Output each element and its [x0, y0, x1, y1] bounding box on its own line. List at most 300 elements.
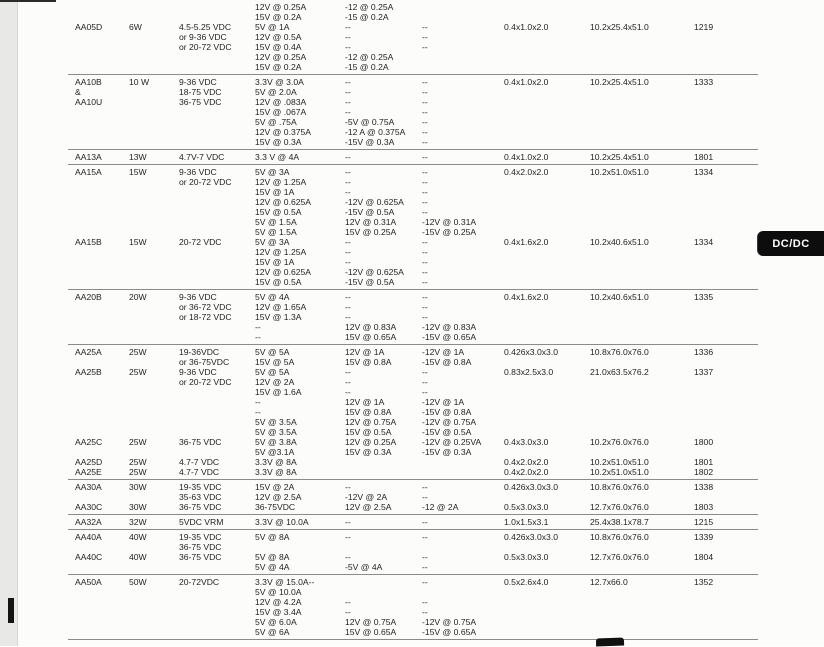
row-group-divider	[68, 479, 758, 480]
cell-watts	[129, 597, 179, 607]
table-row	[0, 367, 824, 377]
cell-output-1: 15V @ .067A	[255, 107, 307, 117]
cell-model	[75, 32, 129, 42]
table-row	[0, 247, 824, 257]
cell-input-voltage: 20-72VDC	[179, 577, 220, 587]
cell-output-1: 15V @ 5A	[255, 357, 295, 367]
cell-watts	[129, 407, 179, 417]
cell-output-1: 12V @ 0.625A	[255, 267, 312, 277]
cell-watts: 15W	[129, 167, 147, 177]
cell-input-voltage	[179, 217, 255, 227]
cell-size-mm: 10.2x76.0x76.0	[590, 437, 649, 447]
cell-part-number	[694, 417, 756, 427]
cell-output-1: --	[255, 407, 261, 417]
cell-model	[75, 322, 129, 332]
cell-output-3: -12V @ 0.25VA	[422, 437, 482, 447]
cell-input-voltage	[179, 187, 255, 197]
cell-output-3: --	[422, 577, 428, 587]
cell-output-2: --	[345, 167, 351, 177]
cell-watts	[129, 197, 179, 207]
cell-part-number	[694, 52, 756, 62]
cell-output-2: -15V @ 0.5A	[345, 207, 395, 217]
cell-model	[75, 377, 129, 387]
cell-size-mm	[590, 597, 694, 607]
cell-size-mm: 10.2x51.0x51.0	[590, 467, 649, 477]
cell-part-number	[694, 492, 756, 502]
cell-model: AA20B	[75, 292, 102, 302]
cell-output-1: 3.3 V @ 4A	[255, 152, 300, 162]
cell-output-1: 5V @ 10.0A	[255, 587, 302, 597]
cell-size-inches: 0.5x2.6x4.0	[504, 577, 549, 587]
cell-output-2: 12V @ 0.31A	[345, 217, 397, 227]
cell-output-1: 36-75VDC	[255, 502, 296, 512]
cell-size-inches	[504, 587, 590, 597]
cell-input-voltage: 9-36 VDC	[179, 167, 217, 177]
cell-output-2: --	[345, 517, 351, 527]
cell-part-number	[694, 247, 756, 257]
cell-part-number	[694, 277, 756, 287]
table-row	[0, 42, 824, 52]
cell-output-3: -12 @ 2A	[422, 502, 459, 512]
cell-output-1: 5V @ 6.0A	[255, 617, 297, 627]
cell-watts	[129, 397, 179, 407]
cell-output-3: --	[422, 32, 428, 42]
table-row	[0, 417, 824, 427]
table-row	[0, 457, 824, 467]
table-row	[0, 22, 824, 32]
cell-output-2: --	[345, 187, 351, 197]
cell-watts	[129, 492, 179, 502]
cell-output-1: 15V @ 0.2A	[255, 62, 302, 72]
cell-output-1: 15V @ 1A	[255, 257, 295, 267]
cell-input-voltage: 4.7V-7 VDC	[179, 152, 225, 162]
cell-output-1: --	[255, 397, 261, 407]
cell-output-2: 15V @ 0.8A	[345, 407, 392, 417]
cell-part-number	[694, 562, 756, 572]
cell-size-inches	[504, 2, 590, 12]
cell-input-voltage	[179, 227, 255, 237]
cell-output-1: 15V @ 0.2A	[255, 12, 302, 22]
row-group-divider	[68, 574, 758, 575]
cell-size-inches	[504, 417, 590, 427]
cell-size-mm: 10.2x51.0x51.0	[590, 167, 649, 177]
cell-input-voltage: 4.7-7 VDC	[179, 467, 220, 477]
cell-size-mm	[590, 332, 694, 342]
cell-size-inches: 0.4x2.0x2.0	[504, 167, 549, 177]
cell-input-voltage	[179, 417, 255, 427]
cell-part-number	[694, 227, 756, 237]
dc-dc-section-tab	[758, 231, 824, 256]
cell-size-inches: 0.426x3.0x3.0	[504, 532, 558, 542]
cell-output-2: --	[345, 377, 351, 387]
cell-input-voltage: 4.5-5.25 VDC	[179, 22, 232, 32]
cell-output-1: 5V @ .75A	[255, 117, 297, 127]
cell-output-3: --	[422, 187, 428, 197]
cell-part-number: 1339	[694, 532, 714, 542]
cell-input-voltage	[179, 597, 255, 607]
cell-model	[75, 562, 129, 572]
table-row	[0, 227, 824, 237]
cell-model	[75, 302, 129, 312]
cell-part-number	[694, 62, 756, 72]
cell-input-voltage: 4.7-7 VDC	[179, 457, 220, 467]
cell-size-mm	[590, 42, 694, 52]
cell-input-voltage	[179, 277, 255, 287]
cell-size-inches: 0.5x3.0x3.0	[504, 502, 549, 512]
cell-output-2: -12 @ 0.25A	[345, 52, 394, 62]
cell-size-inches	[504, 62, 590, 72]
cell-size-inches	[504, 187, 590, 197]
cell-output-1: 15V @ 0.5A	[255, 277, 302, 287]
cell-output-2: --	[345, 32, 351, 42]
cell-size-inches	[504, 387, 590, 397]
cell-watts: 10 W	[129, 77, 150, 87]
table-row	[0, 407, 824, 417]
cell-output-3	[422, 62, 504, 72]
cell-size-mm	[590, 127, 694, 137]
cell-watts	[129, 227, 179, 237]
cell-output-1: 15V @ 2A	[255, 482, 295, 492]
cell-size-mm	[590, 177, 694, 187]
cell-watts: 25W	[129, 457, 147, 467]
cell-size-inches	[504, 12, 590, 22]
cell-watts	[129, 377, 179, 387]
cell-output-2: --	[345, 42, 351, 52]
table-row	[0, 197, 824, 207]
cell-input-voltage: 36-75 VDC	[179, 437, 222, 447]
cell-size-mm	[590, 542, 694, 552]
cell-output-1: 12V @ 1.65A	[255, 302, 307, 312]
cell-watts	[129, 117, 179, 127]
cell-size-inches	[504, 257, 590, 267]
row-group-divider	[68, 529, 758, 530]
cell-watts	[129, 87, 179, 97]
cell-part-number	[694, 387, 756, 397]
scan-left-bar-mark	[8, 598, 14, 623]
cell-part-number	[694, 597, 756, 607]
cell-output-1: 3.3V @ 3.0A	[255, 77, 304, 87]
cell-part-number	[694, 207, 756, 217]
cell-part-number	[694, 187, 756, 197]
cell-size-inches	[504, 312, 590, 322]
cell-size-inches	[504, 217, 590, 227]
cell-input-voltage: 19-35 VDC	[179, 532, 222, 542]
table-row	[0, 332, 824, 342]
cell-output-3: --	[422, 97, 428, 107]
cell-size-mm: 25.4x38.1x78.7	[590, 517, 649, 527]
cell-model	[75, 187, 129, 197]
cell-output-1: --	[255, 322, 261, 332]
cell-output-3	[422, 12, 504, 22]
cell-watts	[129, 97, 179, 107]
cell-model	[75, 217, 129, 227]
cell-output-1: 5V @3.1A	[255, 447, 295, 457]
cell-output-3: --	[422, 247, 428, 257]
cell-watts	[129, 2, 179, 12]
cell-output-3: --	[422, 552, 428, 562]
cell-model	[75, 52, 129, 62]
cell-output-1: 5V @ 5A	[255, 347, 290, 357]
cell-output-3: --	[422, 127, 428, 137]
cell-size-mm	[590, 197, 694, 207]
cell-output-1: 12V @ 2.5A	[255, 492, 302, 502]
cell-size-mm	[590, 407, 694, 417]
cell-output-3: --	[422, 562, 428, 572]
cell-output-1: 12V @ 0.25A	[255, 52, 307, 62]
table-row	[0, 137, 824, 147]
cell-output-1: 15V @ 1A	[255, 187, 295, 197]
cell-model	[75, 117, 129, 127]
cell-watts: 50W	[129, 577, 147, 587]
cell-output-3: --	[422, 87, 428, 97]
cell-input-voltage: 36-75 VDC	[179, 502, 222, 512]
cell-model	[75, 397, 129, 407]
cell-model: AA25D	[75, 457, 103, 467]
cell-output-3: --	[422, 607, 428, 617]
cell-watts	[129, 177, 179, 187]
cell-size-mm	[590, 587, 694, 597]
cell-size-mm: 10.2x40.6x51.0	[590, 292, 649, 302]
cell-size-inches	[504, 302, 590, 312]
table-row	[0, 467, 824, 477]
cell-output-2: --	[345, 22, 351, 32]
cell-input-voltage	[179, 322, 255, 332]
cell-output-2: --	[345, 107, 351, 117]
cell-model: AA15B	[75, 237, 102, 247]
table-row	[0, 177, 824, 187]
cell-size-mm	[590, 302, 694, 312]
cell-output-1: 12V @ 4.2A	[255, 597, 302, 607]
cell-output-1: 5V @ 2.0A	[255, 87, 297, 97]
cell-output-1: 5V @ 3A	[255, 167, 290, 177]
cell-size-inches	[504, 117, 590, 127]
cell-watts	[129, 207, 179, 217]
table-row	[0, 187, 824, 197]
cell-size-mm: 10.8x76.0x76.0	[590, 347, 649, 357]
cell-output-2: --	[345, 152, 351, 162]
table-row	[0, 77, 824, 87]
cell-size-inches	[504, 407, 590, 417]
cell-size-inches	[504, 127, 590, 137]
cell-part-number	[694, 97, 756, 107]
table-row	[0, 97, 824, 107]
cell-size-mm	[590, 52, 694, 62]
cell-output-3: --	[422, 197, 428, 207]
cell-size-mm: 10.2x40.6x51.0	[590, 237, 649, 247]
cell-size-mm	[590, 607, 694, 617]
cell-size-mm	[590, 562, 694, 572]
cell-output-1: 12V @ 0.375A	[255, 127, 312, 137]
cell-output-3: --	[422, 367, 428, 377]
cell-size-mm: 12.7x66.0	[590, 577, 628, 587]
cell-output-2: -12V @ 0.625A	[345, 267, 404, 277]
cell-input-voltage	[179, 197, 255, 207]
table-row	[0, 152, 824, 162]
cell-output-2: 12V @ 0.25A	[345, 437, 397, 447]
cell-size-inches	[504, 87, 590, 97]
cell-output-1: 12V @ 0.25A	[255, 2, 307, 12]
table-row	[0, 302, 824, 312]
cell-part-number	[694, 32, 756, 42]
cell-watts	[129, 277, 179, 287]
cell-model: AA10B	[75, 77, 102, 87]
cell-input-voltage	[179, 127, 255, 137]
table-row	[0, 312, 824, 322]
table-row	[0, 207, 824, 217]
cell-output-1: 5V @ 8A	[255, 552, 290, 562]
cell-model: &	[75, 87, 81, 97]
cell-size-inches	[504, 42, 590, 52]
table-row	[0, 292, 824, 302]
cell-output-1: 15V @ 3.4A	[255, 607, 302, 617]
cell-input-voltage	[179, 137, 255, 147]
row-group-divider	[68, 344, 758, 345]
cell-model: AA13A	[75, 152, 102, 162]
cell-output-3: --	[422, 312, 428, 322]
table-row	[0, 427, 824, 437]
cell-watts: 25W	[129, 367, 147, 377]
cell-size-mm	[590, 117, 694, 127]
cell-output-1: 3.3V @ 8A	[255, 467, 297, 477]
cell-output-2: --	[345, 247, 351, 257]
cell-size-inches	[504, 542, 590, 552]
row-group-divider	[68, 289, 758, 290]
table-row	[0, 257, 824, 267]
cell-watts: 6W	[129, 22, 142, 32]
cell-model	[75, 247, 129, 257]
cell-size-mm	[590, 87, 694, 97]
cell-size-inches: 0.426x3.0x3.0	[504, 482, 558, 492]
cell-size-inches	[504, 597, 590, 607]
cell-input-voltage: 36-75 VDC	[179, 97, 222, 107]
cell-model: AA40C	[75, 552, 103, 562]
cell-model	[75, 332, 129, 342]
cell-output-2	[345, 587, 422, 597]
cell-output-2: --	[345, 532, 351, 542]
cell-model	[75, 207, 129, 217]
cell-output-2: -15V @ 0.3A	[345, 137, 395, 147]
cell-watts	[129, 52, 179, 62]
cell-output-2: 15V @ 0.65A	[345, 627, 397, 637]
cell-part-number: 1352	[694, 577, 714, 587]
cell-size-mm	[590, 312, 694, 322]
cell-model: AA30A	[75, 482, 102, 492]
cell-output-2: --	[345, 87, 351, 97]
cell-input-voltage	[179, 12, 255, 22]
table-row	[0, 397, 824, 407]
cell-size-mm: 10.2x25.4x51.0	[590, 77, 649, 87]
cell-input-voltage	[179, 2, 255, 12]
cell-output-1: 12V @ .083A	[255, 97, 307, 107]
cell-output-1: 15V @ 0.5A	[255, 207, 302, 217]
cell-watts	[129, 217, 179, 227]
table-row	[0, 32, 824, 42]
cell-size-mm: 10.2x51.0x51.0	[590, 457, 649, 467]
cell-model: AA15A	[75, 167, 102, 177]
cell-watts	[129, 267, 179, 277]
cell-input-voltage: or 20-72 VDC	[179, 377, 232, 387]
cell-output-3: --	[422, 237, 428, 247]
table-row	[0, 387, 824, 397]
cell-watts	[129, 42, 179, 52]
cell-size-mm	[590, 247, 694, 257]
cell-output-2: 12V @ 2.5A	[345, 502, 392, 512]
cell-part-number	[694, 117, 756, 127]
cell-model	[75, 277, 129, 287]
cell-output-3: -12V @ 1A	[422, 397, 465, 407]
cell-part-number: 1801	[694, 152, 714, 162]
table-row	[0, 277, 824, 287]
cell-size-mm	[590, 322, 694, 332]
cell-output-3	[422, 467, 504, 477]
cell-size-mm	[590, 417, 694, 427]
cell-part-number: 1336	[694, 347, 714, 357]
table-row	[0, 447, 824, 457]
cell-input-voltage: 36-75 VDC	[179, 542, 222, 552]
cell-output-2: 12V @ 0.75A	[345, 417, 397, 427]
cell-output-1: 5V @ 3A	[255, 237, 290, 247]
cell-model: AA10U	[75, 97, 103, 107]
cell-input-voltage	[179, 62, 255, 72]
cell-output-2: --	[345, 367, 351, 377]
cell-part-number	[694, 607, 756, 617]
cell-size-inches	[504, 277, 590, 287]
spec-table	[0, 2, 824, 642]
cell-part-number: 1335	[694, 292, 714, 302]
cell-size-inches	[504, 322, 590, 332]
cell-size-mm	[590, 32, 694, 42]
cell-input-voltage	[179, 52, 255, 62]
cell-model	[75, 62, 129, 72]
cell-output-3: -12V @ 0.83A	[422, 322, 477, 332]
cell-part-number	[694, 87, 756, 97]
cell-size-inches: 1.0x1.5x3.1	[504, 517, 549, 527]
table-row	[0, 237, 824, 247]
cell-size-inches	[504, 177, 590, 187]
cell-output-2: --	[345, 97, 351, 107]
table-row	[0, 217, 824, 227]
cell-part-number	[694, 267, 756, 277]
cell-part-number	[694, 217, 756, 227]
cell-part-number	[694, 407, 756, 417]
cell-part-number	[694, 127, 756, 137]
cell-size-mm	[590, 187, 694, 197]
row-group-divider	[68, 514, 758, 515]
cell-size-inches: 0.4x1.0x2.0	[504, 77, 549, 87]
cell-input-voltage: 36-75 VDC	[179, 552, 222, 562]
cell-size-mm: 10.8x76.0x76.0	[590, 532, 649, 542]
cell-output-1: 5V @ 6A	[255, 627, 290, 637]
cell-part-number: 1803	[694, 502, 714, 512]
cell-output-3: --	[422, 77, 428, 87]
cell-size-inches	[504, 197, 590, 207]
cell-model	[75, 12, 129, 22]
cell-size-inches	[504, 97, 590, 107]
cell-watts	[129, 447, 179, 457]
cell-input-voltage: 5VDC VRM	[179, 517, 224, 527]
cell-output-2: 12V @ 1A	[345, 397, 385, 407]
cell-size-inches	[504, 617, 590, 627]
cell-part-number	[694, 397, 756, 407]
cell-size-mm	[590, 12, 694, 22]
cell-output-2: 15V @ 0.5A	[345, 427, 392, 437]
cell-watts	[129, 302, 179, 312]
cell-model: AA25E	[75, 467, 102, 477]
cell-output-1: 12V @ 2A	[255, 377, 295, 387]
cell-part-number: 1804	[694, 552, 714, 562]
table-row	[0, 437, 824, 447]
cell-output-1: 5V @ 8A	[255, 532, 290, 542]
